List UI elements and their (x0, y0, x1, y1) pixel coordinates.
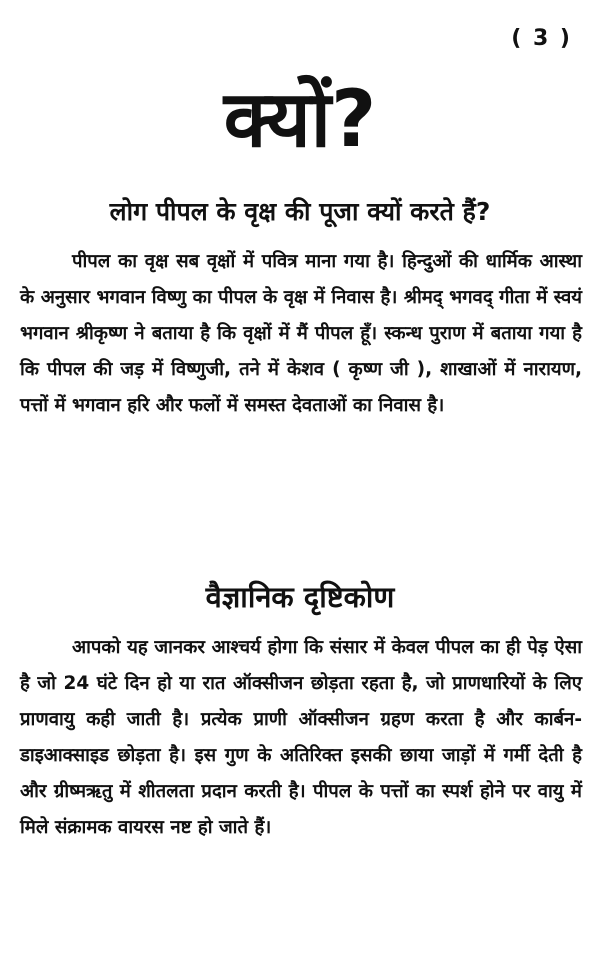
page-number: ( 3 ) (511, 26, 572, 51)
section-scientific-paragraph: आपको यह जानकर आश्चर्य होगा कि संसार में केवल पीपल का ही पेड़ ऐसा है जो 24 घंटे दिन हो या रात ऑक्सीजन छोड़ता रहता है, जो प्राणधारियों के लिए प्राणवायु कही जाती है। प्रत्येक प्राणी ऑक्सीजन ग्रहण करता है और कार्बन-डाइआक्साइड छोड़ता है। इस गुण के अतिरिक्त इसकी छाया जाड़ों में गर्मी देती है और ग्रीष्मऋतु में शीतलता प्रदान करती है। पीपल के पत्तों का स्पर्श होने पर वायु में मिले संक्रामक वायरस नष्ट हो जाते हैं। (20, 637, 582, 838)
section-question-heading: लोग पीपल के वृक्ष की पूजा क्यों करते हैं? (109, 197, 491, 226)
section-scientific-heading: वैज्ञानिक दृष्टिकोण (205, 580, 395, 614)
section-question-paragraph: पीपल का वृक्ष सब वृक्षों में पवित्र माना गया है। हिन्दुओं की धार्मिक आस्था के अनुसार भगवान विष्णु का पीपल के वृक्ष में निवास है। श्रीमद् भगवद् गीता में स्वयं भगवान श्रीकृष्ण ने बताया है कि वृक्षों में मैं पीपल हूँ। स्कन्ध पुराण में बताया गया है कि पीपल की जड़ में विष्णुजी, तने में केशव ( कृष्ण जी ), शाखाओं में नारायण, पत्तों में भगवान हरि और फलों में समस्त देवताओं का निवास है। (20, 251, 582, 416)
page-title: क्यों? (223, 75, 377, 165)
